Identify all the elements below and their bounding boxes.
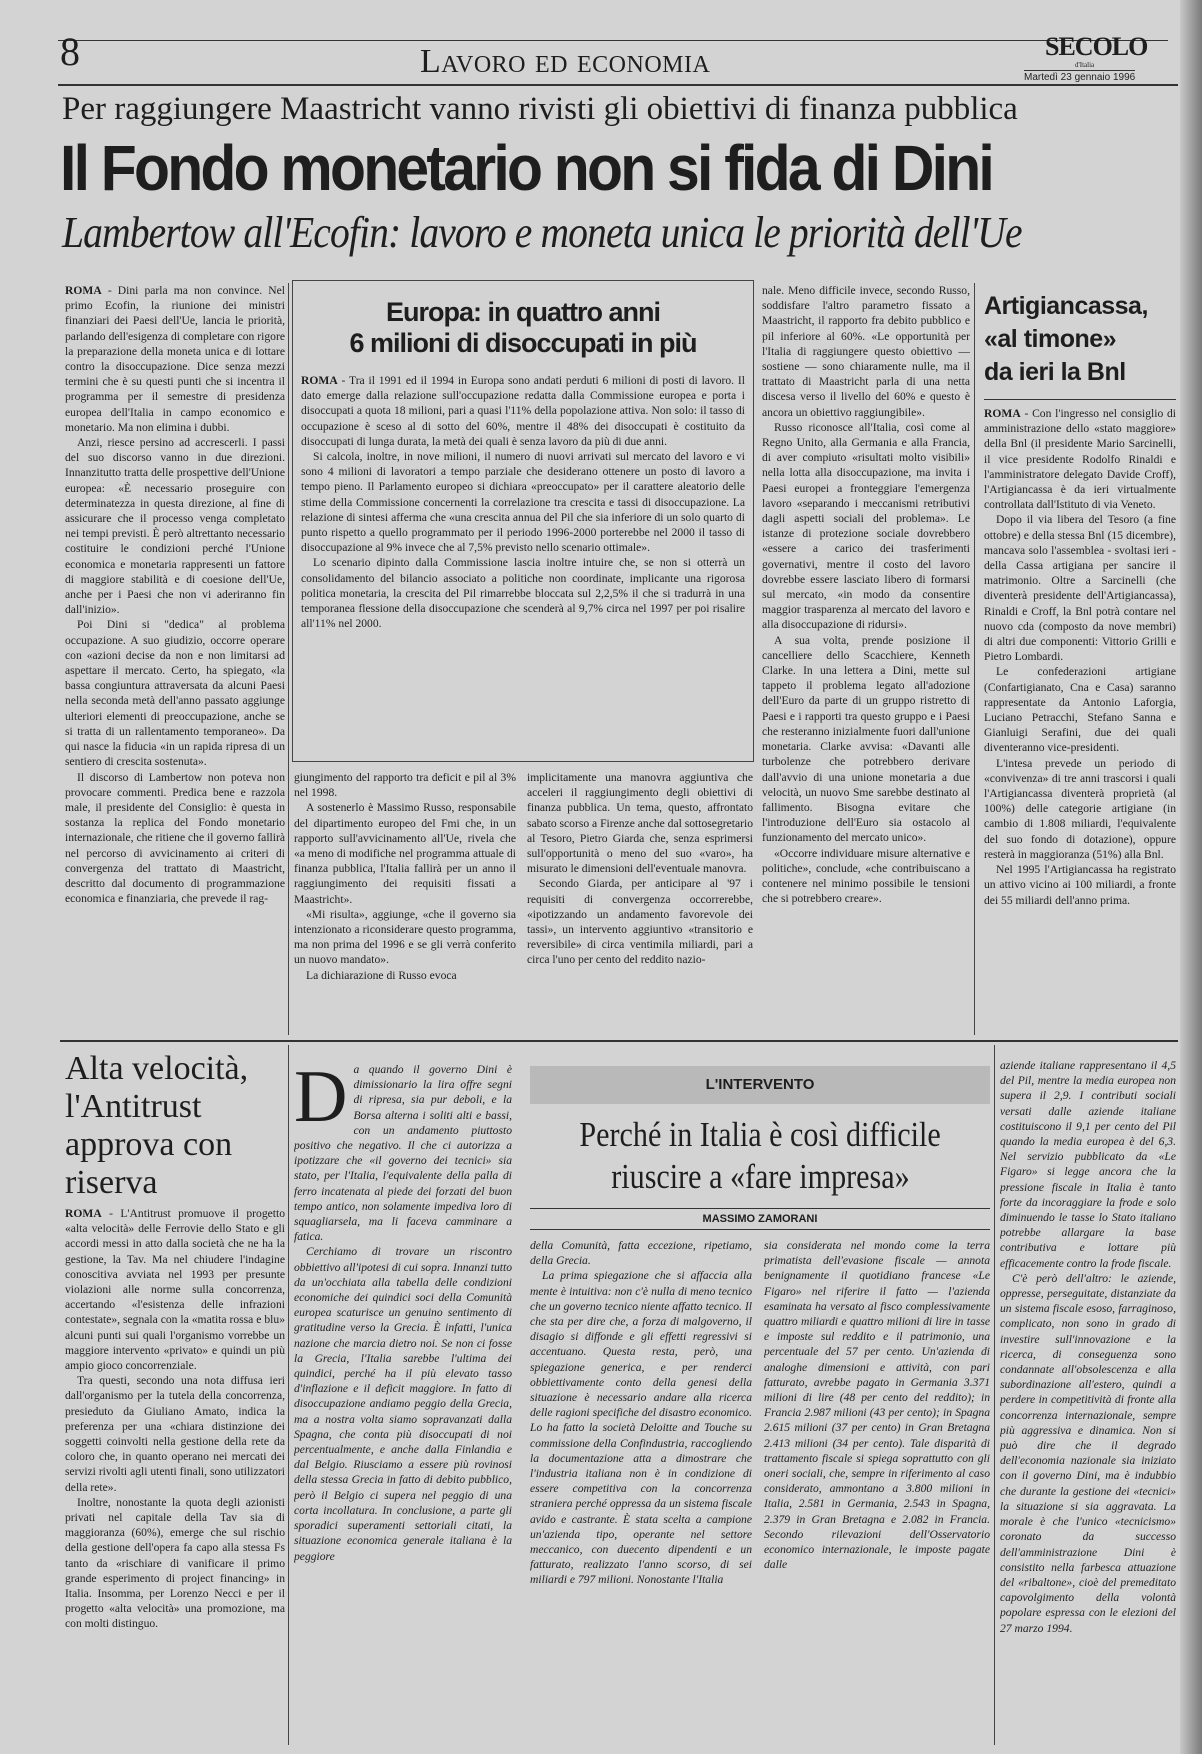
byline: MASSIMO ZAMORANI xyxy=(530,1208,990,1230)
paragraph: a quando il governo Dini è dimissionario la lira offre segni di ripresa, sia pur deboli, e la Borsa alterna i soliti alti e bassi, con un andamento piuttosto positivo che negativo. Il che ci autorizza a ipotizzare che «il governo dei tecnici» sia stato, per l'Italia, l'equivalente della palla di ferro incatenata al piede dei forzati del buon tempo antico, non solamente impediva loro di squagliarsela, ma li faceva camminare a fatica. xyxy=(294,1063,512,1244)
column-divider xyxy=(994,1045,995,1745)
main-article-column-3 xyxy=(527,770,753,1035)
paragraph: Le confederazioni artigiane (Confartigianato, Cna e Casa) saranno rappresentate da Antonio Laforgia, Luciano Petracchi, Stefano Sanna e Gianluigi Serafini, due dei quali diventeranno vice-presidenti. xyxy=(984,665,1176,755)
paragraph: Inoltre, nonostante la quota degli azionisti privati nel capitale della Tav sia di maggioranza (60%), emerge che sul rischio della gestione dell'opera fa capo alla stessa Fs tanto da «rischiare di vanificare il primo grande esperimento di project financing» in Italia. Insomma, per Lorenzo Necci e per il progetto «alta velocità» una promozione, ma con molti distinguo. xyxy=(65,1495,285,1631)
paragraph: Lo scenario dipinto dalla Commissione lascia inoltre intuire che, se non si otterrà un consolidamento del bilancio associato a politiche non coordinate, implicante una rigorosa politica monetaria, la crescita del Pil rimarrebbe bloccata sul 2,2,5% il che si tradurrà in una temporanea flessione della disoccupazione che scenderà al 9,7% circa nel 1997 per poi risalire all'11% nel 2000. xyxy=(301,556,745,631)
main-article-column-4 xyxy=(762,283,970,1035)
issue-date: Martedì 23 gennaio 1996 xyxy=(1024,72,1136,83)
paragraph: C'è però dell'altro: le aziende, oppresse, perseguitate, distanziate da un sistema fiscale esoso, farraginoso, complicato, non sono in grado di investire sull'innovazione e la ricerca, di conseguenza sono condannate all'obsolescenza e alla subordinazione all'estero, quindi a perdere in competitività di fronte alla concorrenza internazionale, sempre più aggressiva e dinamica. Non si può dire che il degrado dell'economia nazionale sia iniziato con il governo Dini, ma è indubbio che durante la gestione dei «tecnici» la situazione si sia aggravata. La morale è che l'unico «tecnicismo» coronato da successo dell'amministrazione Dini è consistito nella farbesca attuazione del «ribaltone», cioè del premeditato capovolgimento della volontà popolare espressa con le elezioni del 27 marzo 1994. xyxy=(1000,1271,1176,1635)
dateline: ROMA xyxy=(984,407,1021,420)
top-rule xyxy=(58,40,1168,41)
page-number: 8 xyxy=(60,29,80,74)
paragraph: Russo riconosce all'Italia, così come al Regno Unito, alla Germania e alla Francia, di aver compiuto «risultati molto visibili» nella lotta alla disoccupazione, ma invita i Paesi europei a fronteggiare l'emergenza lavoro «separando i meccanismi retributivi dagli aspetti sociali del problema». Le istanze di protezione sociale dovrebbero «essere a carico dei trasferimenti governativi, mentre il costo del lavoro dovrebbe essere lasciato libero di formarsi sul mercato, «in modo da consentire maggior trasparenza al mercato del lavoro e alla disoccupazione di ridursi». xyxy=(762,420,970,632)
europa-body xyxy=(301,373,745,755)
headline-line: Artigiancassa, xyxy=(984,292,1148,320)
artigiancassa-body xyxy=(984,406,1176,1035)
intervento-columns xyxy=(530,1238,990,1744)
paragraph: Cerchiamo di trovare un riscontro obbiettivo all'ipotesi di cui sopra. Innanzi tutto da un'occhiata alla tabella delle condizioni economiche dei quindici soci della Comunità europea scaturisce un genuino sentimento di gratitudine verso la Grecia. È infatti, l'unica nazione che marcia dietro noi. Se non ci fosse la Grecia, l'Italia sarebbe l'ultima dei quindici, perché ha il più elevato tasso d'inflazione e il deficit maggiore. In fatto di disoccupazione andiamo peggio della Grecia, ma a nostra volta siamo sopravanzati dalla Spagna, che conta più disoccupati di noi percentualmente, e anche dalla Finlandia e dal Belgio. Riusciamo a essere più rovinosi della stessa Grecia in fatto di debito pubblico, però il Belgio ci supera nel peggio di una corta incollatura. In conclusione, a parte gli sporadici superamenti settoriali citati, la situazione economica generale italiana è la peggiore xyxy=(294,1245,512,1563)
intervento-column-2 xyxy=(764,1238,990,1744)
paragraph: La prima spiegazione che si affaccia alla mente è intuitiva: non c'è nulla di meno tecnico che un governo tecnico niente affatto tecnico. Il che sta per dire che, a forza di malgoverno, il disagio si diffonde e gli effetti regressivi si accentuano. Questa resta, però, una spiegazione generica, e per renderci obbiettivamente conto della genesi della situazione è necessario andare alla ricerca delle ragioni specifiche del disastro economico. Lo ha fatto la società Deloitte and Touche su commissione della Confindustria, raccogliendo la documentazione atta a dimostrare che l'industria italiana non è in condizione di essere competitiva con la concorrenza straniera perché oppressa da un sistema fiscale avido e castrante. È stata scelta a campione un'azienda tipo, operante nel settore meccanico, con duecento dipendenti e un fatturato, realizzato l'anno scorso, di sei miliardi e 797 milioni. Nonostante l'Italia xyxy=(530,1269,752,1587)
paragraph: - Dini parla ma non convince. Nel primo Ecofin, la riunione dei ministri finanziari dei Paesi dell'Ue, lancia le priorità, parlando dell'esigenza di completare con rigore la preparazione della moneta unica e di lottare contro la disoccupazione. Dice senza mezzi termini che è su questi punti che si incentra il programma per il semestre di presidenza europea dell'Italia in campo economico e monetario. Ma non elimina i dubbi. xyxy=(65,284,285,434)
paragraph: A sua volta, prende posizione il cancelliere dello Scacchiere, Kenneth Clarke. In una lettera a Dini, mette sul tappeto il problema legato all'adozione dell'Euro da parte di un gruppo ristretto di Paesi e i rapporti tra questo gruppo e i Paesi che resteranno inizialmente fuori dall'unione monetaria. Clarke avvisa: «Davanti alle turbolenze che potrebbero derivare dall'avvio di una unione monetaria a due velocità, un nuovo Sme sarebbe destinato al fallimento. Bisogna evitare che l'introduzione dell'Euro sia ostacolo al funzionamento del mercato unico». xyxy=(762,633,970,845)
intervento-label: L'INTERVENTO xyxy=(530,1066,990,1104)
paragraph: - Tra il 1991 ed il 1994 in Europa sono andati perduti 6 milioni di posti di lavoro. Il dato emerge dalla relazione sull'occupazione redatta dalla Commissione europea e porta i disoccupati a quota 18 milioni, pari a quasi l'11% della popolazione attiva. Non solo: il tasso di occupazione è sceso al di sotto del 60%, mentre il 48% dei disoccupati è costituito da disoccupati di lunga durata, la metà dei quali è senza lavoro da più di due anni. xyxy=(301,374,745,448)
page-edge-shadow xyxy=(1180,0,1202,1754)
newspaper-logo: SECOLO xyxy=(1045,32,1148,61)
paragraph: Secondo Giarda, per anticipare al '97 i requisiti di convergenza occorrerebbe, «ipotizzando un andamento favorevole dei tassi», un intervento aggiuntivo «transitorio e reversibile» di circa ventimila miliardi, pari a circa l'uno per cento del reddito nazio- xyxy=(527,877,753,967)
headline-line: da ieri la Bnl xyxy=(984,358,1126,386)
paragraph: Poi Dini si "dedica" al problema occupazione. A suo giudizio, occorre operare con «azioni decise da non e non limitarsi ad aspettare il mercato. Certo, ha spiegato, «la bassa congiuntura attraversata da alcuni Paesi nella seconda metà dell'anno passato aggiunge ulteriori elementi di preoccupazione, anche se si tratta di un rallentamento temporaneo». Da qui nasce la fiducia «in un rapida ripresa di un sentiero di crescita sostenuta». xyxy=(65,618,285,769)
paragraph: giungimento del rapporto tra deficit e pil al 3% nel 1998. xyxy=(294,771,516,800)
intervento-article xyxy=(530,1066,990,1744)
paragraph: Nel 1995 l'Artigiancassa ha registrato un attivo vicino ai 100 miliardi, a fronte dei 55 miliardi dell'anno prima. xyxy=(984,863,1176,907)
paragraph: «Mi risulta», aggiunge, «che il governo sia intenzionato a riconsiderare questo programma, ma non prima del 1996 e se gli verrà conferito un nuovo mandato». xyxy=(294,907,516,967)
alta-velocita-article xyxy=(65,1050,285,1743)
paragraph: L'intesa prevede un periodo di «convivenza» di tre anni trascorsi i quali l'Artigiancassa diventerà proprietà (al 100%) delle categorie artigiane (in cambio di 1.808 miliardi, l'equivalente del suo fondo di dotazione), oppure resterà in maggioranza (51%) alla Bnl. xyxy=(984,756,1176,861)
paragraph: La dichiarazione di Russo evoca xyxy=(306,968,457,982)
paragraph: implicitamente una manovra aggiuntiva che acceleri il raggiungimento degli obiettivi di finanza pubblica. Un tema, questo, affrontato sabato scorso a Firenze anche dal sottosegretario al Tesoro, Pietro Giarda che, senza esprimersi sull'opportunità o meno del suo «varo», ha misurato le dimensioni dell'eventuale manovra. xyxy=(527,771,753,876)
intervento-headline xyxy=(530,1114,990,1198)
paragraph: - Con l'ingresso nel consiglio di amministrazione dello «stato maggiore» della Bnl (il presidente Mario Sarcinelli, il vice presidente Rodolfo Rinaldi e l'amministratore delegato Davide Croff), l'Artigiancassa è da ieri virtualmente controllata dall'Istituto di via Veneto. xyxy=(984,407,1176,512)
europa-box xyxy=(292,280,754,762)
paragraph: A sostenerlo è Massimo Russo, responsabile del dipartimento europeo del Fmi che, in un rapporto sull'avvicinamento all'Ue, rivela che «a meno di modifiche nel programma attuale di finanza pubblica, l'Italia fallirà per un anno il raggiungimento dei requisiti fissati a Maastricht». xyxy=(294,801,516,906)
headline-line: Perché in Italia è così difficile xyxy=(579,1115,941,1154)
europa-headline-line-1: Europa: in quattro anni xyxy=(386,297,660,327)
paragraph: Si calcola, inoltre, in nove milioni, il numero di nuovi arrivati sul mercato del lavoro e vi sono 4 milioni di lavoratori a tempo parziale che desiderano ottenere un posto di lavoro a tempo pieno. Il Parlamento europeo si dichiara «preoccupato» per il carattere aleatorio delle stime della Commissione concernenti la correlazione tra crescita e tassi di disoccupazione. La relazione di sintesi afferma che «una crescita annua del Pil che sia inferiore di un solo quarto di punto rispetto a quello programmato per il periodo 1996-2000 porterebbe nel 2000 il tasso di disoccupazione al 9% invece che al 7,5% previsto nello scenario ottimale». xyxy=(301,450,745,555)
main-headline: Il Fondo monetario non si fida di Dini xyxy=(60,132,993,204)
europa-headline-line-2: 6 milioni di disoccupati in più xyxy=(349,328,697,358)
masthead-rule xyxy=(58,84,1178,86)
column-divider xyxy=(288,1045,289,1745)
artigiancassa-headline xyxy=(984,290,1176,400)
paragraph: sia considerata nel mondo come la terra primatista dell'evasione fiscale — annota benignamente il quotidiano francese «Le Figaro» nel riferire il fatto — l'azienda esaminata ha versato al fisco complessivamente quattro miliardi e quattro milioni di lire in tasse e imposte sul reddito e il patrimonio, una percentuale del 57 per cento. Un'azienda di analoghe dimensioni e attività, con pari fatturato, avrebbe pagato in Germania 3.371 milioni di lire (48 per cento del reddito); in Francia 2.987 milioni (43 per cento); in Spagna 2.615 milioni (37 per cento) in Gran Bretagna 2.413 milioni (34 per cento). Tale disparità di trattamento fiscale si spiega soprattutto con gli oneri sociali, che, sempre in riferimento al caso considerato, ammontano a 3.800 milioni in Italia, 2.581 in Germania, 2.543 in Spagna, 2.379 in Gran Bretagna e 2.082 in Francia. Secondo rilevazioni dell'Osservatorio economico internazionale, le imposte pagate dalle xyxy=(764,1239,990,1572)
section-rule xyxy=(60,1040,1178,1042)
column-divider xyxy=(974,283,975,1035)
intervento-column-3 xyxy=(1000,1058,1176,1744)
paragraph: - L'Antitrust promuove il progetto «alta velocità» delle Ferrovie dello Stato e gli accordi messi in atto dalla società che ne ha la gestione, la Tav. Ma nel chiudere l'indagine conoscitiva avviata nel 1993 per presunte violazioni alle norme sulla concorrenza, accertando «l'esistenza delle infrazioni contestate», segnala con la «matita rossa e blu» alcuni punti sui quali l'organismo vorrebbe un maggiore intervento «privato» e quindi un più ampio gioco concorrenziale. xyxy=(65,1207,285,1373)
intervento-column-1 xyxy=(530,1238,752,1744)
paragraph: Tra questi, secondo una nota diffusa ieri dall'organismo per la tutela della concorrenza, presieduto da Giuliano Amato, indica la preferenza per una «chiara distinzione dei soggetti coinvolti nella gestione della rete da coloro che, in quanto operano nei mercati dei servizi rivolti agli utenti finali, sono utilizzatori della rete». xyxy=(65,1374,285,1494)
newspaper-logo-sub: d'Italia xyxy=(1075,61,1095,69)
headline-line: «al timone» xyxy=(984,325,1117,353)
section-title: Lavoro ed economia xyxy=(420,43,711,80)
paragraph: Dopo il via libera del Tesoro (a fine ottobre) e della stessa Bnl (15 dicembre), mancava solo l'assemblea - svoltasi ieri - della Cassa artigiana per sancire il matrimonio. Oltre a Sarcinelli (che diventerà presidente dell'Artigiancassa), Rinaldi e Croff, la Bnl potrà contare nel nuovo cda (composto da nove membri) di altri due componenti: Vittorio Grilli e Pietro Lombardi. xyxy=(984,513,1176,664)
paragraph: Anzi, riesce persino ad accrescerli. I passi del suo discorso vanno in due direzioni. Innanzitutto tratta delle prospettive dell'Unione europea: «È necessario proseguire con determinatezza in questa direzione, al fine di assicurare che il processo venga completato nei tempi previsti. È però altrettanto necessario costituire le condizioni perché l'Unione economica e monetaria rappresenti un fattore di maggiore stabilità e di coesione dell'Ue, anche per i Paesi che non vi aderiranno fin dall'inizio». xyxy=(65,436,285,617)
main-article-column-2 xyxy=(294,770,516,1035)
dateline: ROMA xyxy=(65,284,102,297)
dateline: ROMA xyxy=(301,374,338,387)
paragraph: della Comunità, fatta eccezione, ripetiamo, della Grecia. xyxy=(530,1239,752,1268)
main-kicker: Per raggiungere Maastricht vanno rivisti gli obiettivi di finanza pubblica xyxy=(62,91,1018,127)
alta-velocita-body xyxy=(65,1206,285,1743)
headline-line: riuscire a «fare impresa» xyxy=(610,1157,910,1196)
main-article-column-1 xyxy=(65,283,285,1035)
paragraph: aziende italiane rappresentano il 4,5 del Pil, mentre la media europea non supera il 2,9. I contributi sociali versati dalle aziende italiane costituiscono il 9,1 per cento del Pil quando la media europea è del 6,3. Nel servizio pubblicato da «Le Figaro» si legge ancora che la pressione fiscale in Italia è tanto forte da incoraggiare la frode e solo diminuendo le tasse lo Stato italiano potrebbe allargare la base contributiva e lottare più efficacemente contro la frode fiscale. xyxy=(1000,1059,1176,1270)
paragraph: «Occorre individuare misure alternative e politiche», conclude, «che contribuiscano a contenere nel minimo possibile le tensioni che si potrebbero creare». xyxy=(762,846,970,906)
artigiancassa-article xyxy=(984,290,1176,1035)
paragraph: nale. Meno difficile invece, secondo Russo, soddisfare l'altro parametro fissato a Maastricht, il rapporto fra debito pubblico e pil inferiore al 60%. «Le opportunità per l'Italia di raggiungere questo obiettivo — sostiene — sono chiaramente nulle, ma il trattato di Maastricht parla di una netta discesa verso il livello del 60% e questo è ancora un obiettivo raggiungibile». xyxy=(762,284,970,419)
paragraph: Il discorso di Lambertow non poteva non provocare commenti. Predica bene e razzola male, il presidente del Consiglio: è questa in sostanza la replica del Fondo monetario internazionale, che ritiene che il governo fallirà nel percorso di avvicinamento ai criteri di convergenza del trattato di Maastricht, descritto dal documento di programmazione economica e finanziaria, che prevede il rag- xyxy=(65,770,285,906)
dateline: ROMA xyxy=(65,1207,102,1220)
intervento-lead xyxy=(294,1062,512,1742)
drop-cap: D xyxy=(294,1062,348,1138)
main-subheadline: Lambertow all'Ecofin: lavoro e moneta unica le priorità dell'Ue xyxy=(62,208,1022,257)
column-divider xyxy=(288,283,289,1035)
alta-velocita-headline: Alta velocità, l'Antitrust approva con riserva xyxy=(65,1050,249,1201)
